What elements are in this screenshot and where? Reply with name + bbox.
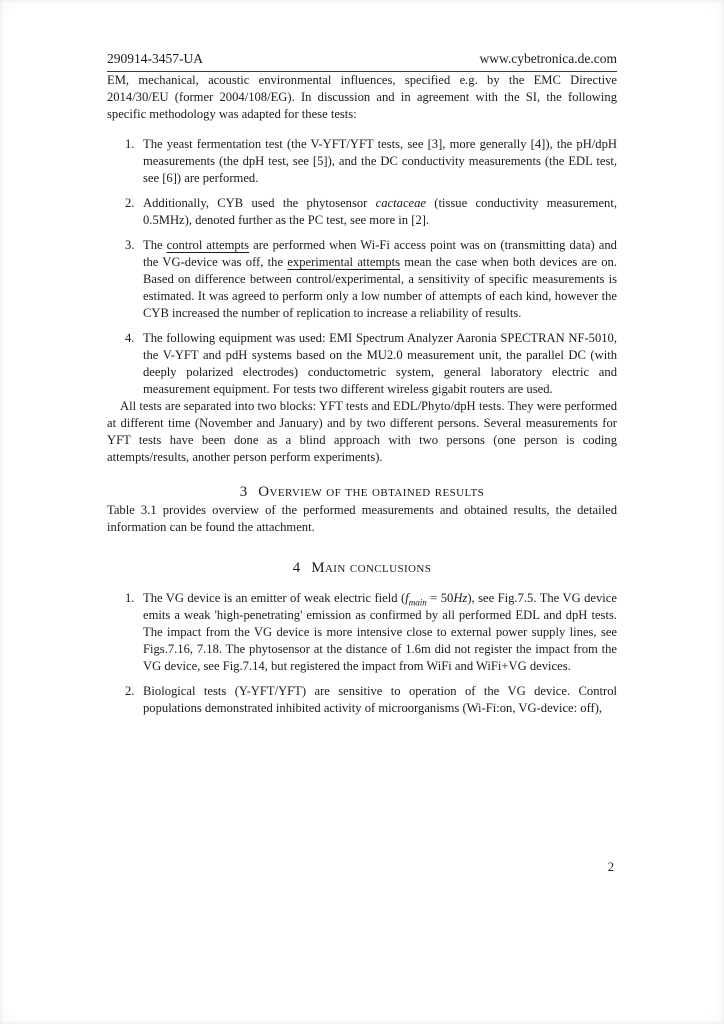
intro-paragraph: EM, mechanical, acoustic environmental influences, specified e.g. by the EMC Directive 2014/30/EU (former 2004/108/EG). In discussion and in agreement with the SI, the following specific methodology was adapted for these tests: (107, 73, 617, 121)
conclusion-item-2 (107, 683, 617, 717)
item-text: The yeast fermentation test (the V-YFT/YFT tests, see [3], more generally [4]), the pH/dpH measurements (the dpH test, see [5]), and the DC conductivity measurements (the EDL test, see [6]) are performed. (143, 137, 617, 185)
methodology-item-1 (107, 136, 617, 187)
website-url: www.cybetronica.de.com (479, 51, 617, 66)
item-number: 3. (125, 238, 135, 252)
conclusions-list (107, 590, 617, 717)
species-name-italic: cactaceae (375, 196, 427, 210)
item-number: 4. (125, 331, 135, 345)
methodology-item-2 (107, 195, 617, 229)
conclusion-item-1 (107, 590, 617, 675)
math-unit-hz: Hz (453, 591, 468, 605)
methodology-list (107, 136, 617, 398)
item-text: The following equipment was used: EMI Spectrum Analyzer Aaronia SPECTRAN NF-5010, the V-YFT and pdH systems based on the MU2.0 measurement unit, the parallel DC (with deeply polarized electrodes) conductometric system, general laboratory electric and measurement equipment. For tests two different wireless gigabit routers are used. (143, 331, 617, 396)
section-number: 4 (292, 560, 301, 576)
page-header (107, 0, 617, 72)
math-equals-value: = 50 (426, 591, 454, 605)
section-heading-overview (107, 482, 617, 502)
item-number: 1. (125, 137, 135, 151)
item-text-segment: The (143, 238, 167, 252)
page-number: 2 (607, 860, 614, 874)
section-title: Overview of the obtained results (258, 484, 485, 500)
underlined-term-control: control attempts (166, 238, 250, 252)
summary-paragraph: All tests are separated into two blocks: YFT tests and EDL/Phyto/dpH tests. They were performed at different time (November and January) and by two different persons. Several measurements for YFT tests have been done as a blind approach with two persons (one person is coding attempts/results, another person perform experiments). (107, 399, 617, 464)
item-number: 2. (125, 196, 135, 210)
item-text (143, 196, 617, 227)
item-number: 1. (125, 591, 135, 605)
math-subscript-main: main (408, 597, 427, 608)
section-number: 3 (239, 484, 248, 500)
item-text (143, 591, 617, 673)
item-text: Biological tests (Y-YFT/YFT) are sensitive to operation of the VG device. Control populations demonstrated inhibited activity of microorganisms (Wi-Fi:on, VG-device: off), (143, 684, 617, 715)
page-content (107, 0, 617, 717)
item-text-segment: are performed when Wi-Fi access point was on (transmitting data) and the VG-device was off, the (143, 238, 617, 269)
document-id: 290914-3457-UA (107, 51, 203, 66)
underlined-term-experimental: experimental attempts (287, 255, 400, 269)
item-text (143, 238, 617, 320)
item-text-segment: (tissue conductivity measurement, 0.5MHz), denoted further as the PC test, see more in [2]. (143, 196, 618, 227)
methodology-item-4 (107, 330, 617, 398)
item-number: 2. (125, 684, 135, 698)
item-text-segment: The VG device is an emitter of weak electric field ( (143, 591, 406, 605)
item-text-segment: Additionally, CYB used the phytosensor (143, 196, 376, 210)
item-text-segment: ), see Fig.7.5. The VG device emits a weak 'high-penetrating' emission as confirmed by all performed EDL and dpH tests. The impact from the VG device is more intensive close to external power supply lines, see Figs.7.16, 7.18. The phytosensor at the distance of 1.6m did not register the impact from the VG device, see Fig.7.14, but registered the impact from WiFi and WiFi+VG devices. (143, 591, 617, 673)
section-heading-conclusions (107, 558, 617, 578)
methodology-item-3 (107, 237, 617, 322)
results-paragraph: Table 3.1 provides overview of the performed measurements and obtained results, the detailed information can be found the attachment. (107, 503, 617, 534)
section-title: Main conclusions (311, 560, 432, 576)
item-text-segment: mean the case when both devices are on. Based on difference between control/experimental, a sensitivity of specific measurements is estimated. It was agreed to perform only a low number of attempts of each kind, however the CYB increased the number of replication to increase a reliability of results. (143, 255, 617, 320)
math-variable-f: f (405, 591, 409, 605)
